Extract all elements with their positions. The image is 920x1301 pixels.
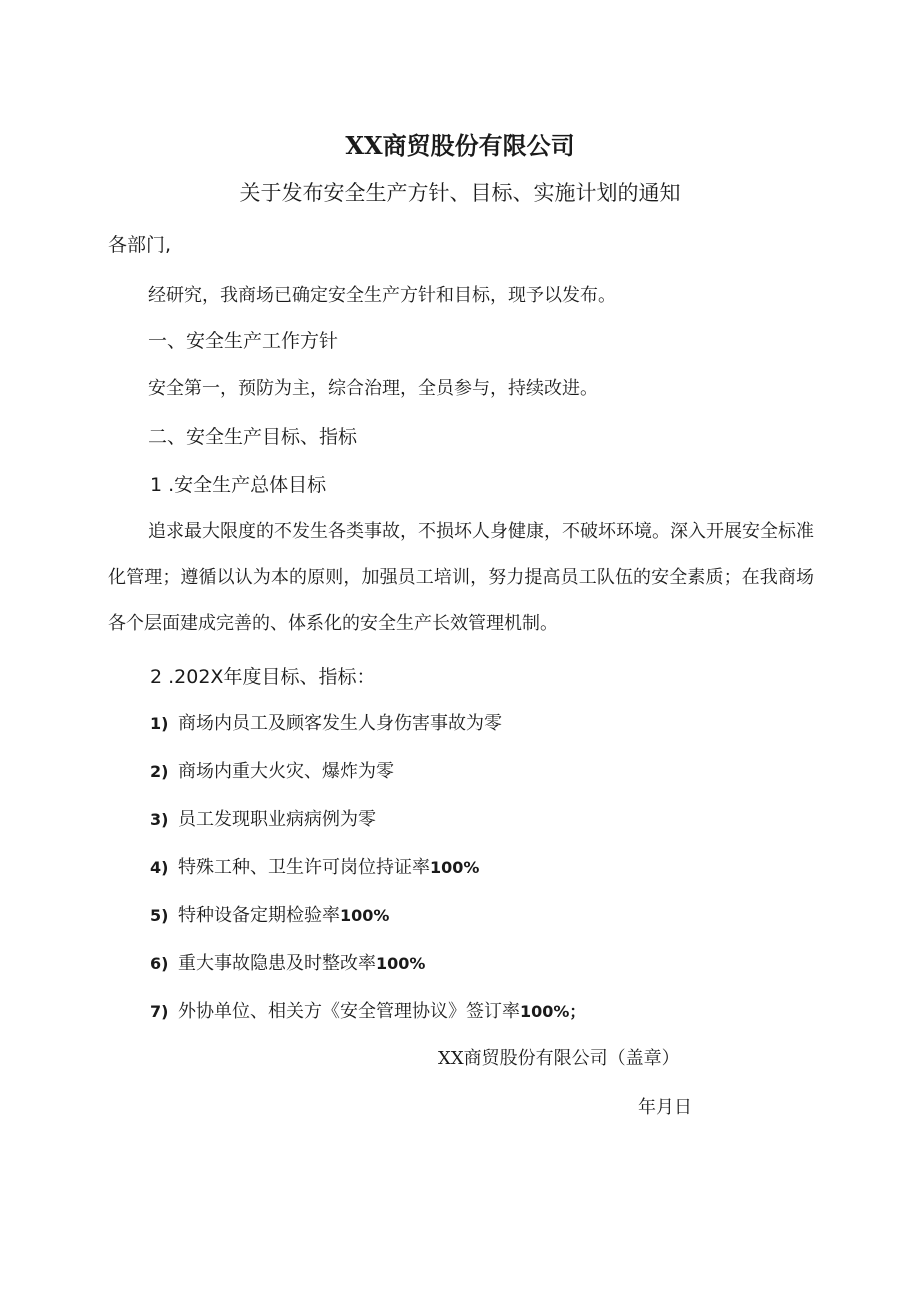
salutation: 各部门, — [108, 234, 172, 256]
item-number: 1) — [150, 714, 169, 733]
target-item-1 — [150, 713, 502, 735]
item-text: 重大事故隐患及时整改率 — [178, 953, 376, 974]
target-item-5 — [150, 905, 389, 927]
sub2-heading: 2 .202X年度目标、指标： — [150, 666, 376, 688]
target-item-2 — [150, 761, 394, 783]
item-number: 5) — [150, 906, 169, 925]
item-number: 7) — [150, 1002, 169, 1021]
item-number: 2) — [150, 762, 169, 781]
sub1-heading: 1 .安全生产总体目标 — [150, 474, 327, 496]
sub1-text: 追求最大限度的不发生各类事故，不损坏人身健康，不破坏环境。深入开展安全标准化管理；遵循以认为本的原则，加强员工培训，努力提高员工队伍的安全素质；在我商场各个层面建成完善的、体系化的安全生产长效管理机制。 — [108, 521, 814, 634]
section1-text: 安全第一，预防为主，综合治理，全员参与，持续改进。 — [148, 378, 598, 399]
notice-title: 关于发布安全生产方针、目标、实施计划的通知 — [239, 181, 681, 205]
company-title: XX商贸股份有限公司 — [345, 131, 575, 160]
item-number: 6) — [150, 954, 169, 973]
item-text: 特殊工种、卫生许可岗位持证率 — [178, 857, 430, 878]
target-item-7 — [150, 1001, 585, 1023]
item-suffix: 100% — [340, 906, 390, 925]
item-suffix: 100% — [430, 858, 480, 877]
item-suffix: 100% — [376, 954, 426, 973]
signature-company: XX商贸股份有限公司（盖章） — [438, 1048, 680, 1069]
item-text: 员工发现职业病病例为零 — [178, 809, 376, 830]
section2-heading: 二、安全生产目标、指标 — [148, 426, 358, 448]
signature-date: 年月日 — [638, 1097, 692, 1118]
target-item-4 — [150, 857, 479, 879]
section1-heading: 一、安全生产工作方针 — [148, 330, 339, 352]
item-text: 商场内员工及顾客发生人身伤害事故为零 — [178, 713, 502, 734]
intro-paragraph: 经研究，我商场已确定安全生产方针和目标，现予以发布。 — [148, 285, 616, 306]
item-number: 3) — [150, 810, 169, 829]
target-item-3 — [150, 809, 376, 831]
item-text: 商场内重大火灾、爆炸为零 — [178, 761, 394, 782]
item-text: 外协单位、相关方《安全管理协议》签订率 — [178, 1001, 520, 1022]
item-suffix: 100%； — [520, 1002, 586, 1021]
item-number: 4) — [150, 858, 169, 877]
target-item-6 — [150, 953, 425, 975]
item-text: 特种设备定期检验率 — [178, 905, 340, 926]
